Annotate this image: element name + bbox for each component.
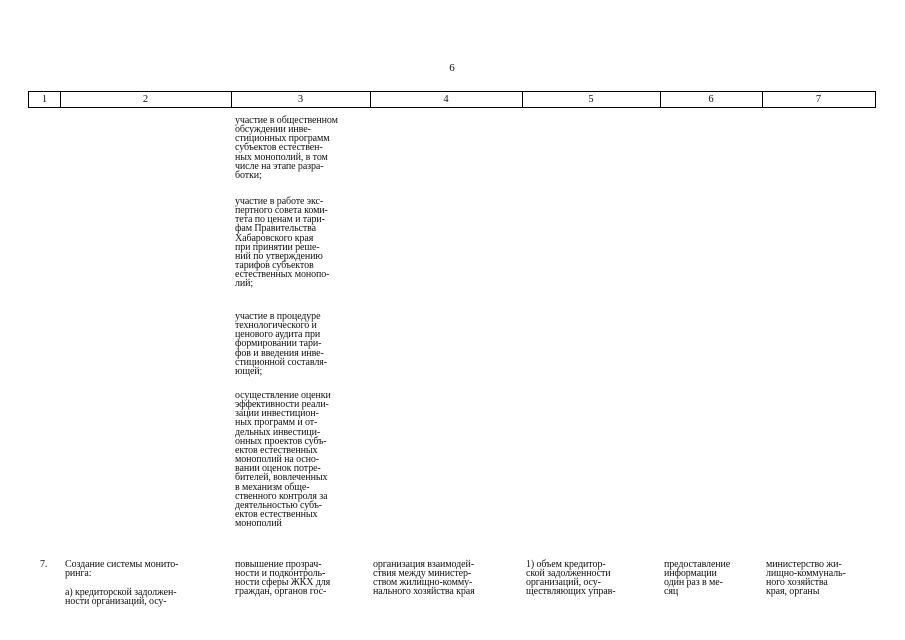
- row7-col2-item: а) кредиторской задолжен- ности организаций, осу-: [65, 587, 177, 608]
- header-cell-1: 1: [41, 94, 48, 105]
- col3-paragraph-expert-council: участие в работе экс- пертного совета коми- тета по ценам и тари- фам Правительства Хабаровского края при принятии реше- ний по утверждению тарифов субъектов естественных монопо- лий;: [235, 196, 330, 290]
- table-header-row: [28, 91, 876, 108]
- header-cell-3: 3: [297, 94, 304, 105]
- row-number: 7.: [40, 559, 48, 570]
- row7-col6: предоставление информации один раз в ме- сяц: [664, 559, 731, 598]
- header-cell-5: 5: [588, 94, 594, 105]
- header-cell-7: 7: [815, 94, 822, 105]
- row7-col5: 1) объем кредитор- ской задолженности организаций, осу- ществляющих управ-: [526, 559, 616, 598]
- row7-col3: повышение прозрач- ности и подконтроль- ности сферы ЖКХ для граждан, органов гос-: [235, 559, 331, 598]
- col3-paragraph-public-discussion: участие в общественном обсуждении инве- стиционных программ субъектов естествен- ных монополий, в том числе на этапе разра- ботки;: [235, 115, 338, 181]
- col3-paragraph-tech-audit: участие в процедуре технологического и ценового аудита при формировании тари- фов и введения инве- стиционной составля- ющей;: [235, 311, 327, 377]
- header-cell-4: 4: [443, 94, 449, 105]
- header-cell-2: 2: [142, 94, 149, 105]
- row7-col4: организация взаимодей- ствия между министер- ством жилищно-комму- нального хозяйства края: [373, 559, 475, 598]
- row7-col7: министерство жи- лищно-коммуналь- ного хозяйства края, органы: [766, 559, 846, 598]
- row7-col2-title: Создание системы монито- ринга:: [65, 559, 179, 580]
- page-number: 6: [449, 62, 455, 74]
- col3-paragraph-efficiency-assessment: осуществление оценки эффективности реали- зации инвестицион- ных программ и от- дельных инвестици- онных проектов субъ- ектов естественных монополий на осно- вании оценок потре- бителей, вовлеченных в механизм обще- ственного контроля за деятельностью субъ- ектов естественных монополий: [235, 390, 331, 530]
- header-cell-6: 6: [708, 94, 714, 105]
